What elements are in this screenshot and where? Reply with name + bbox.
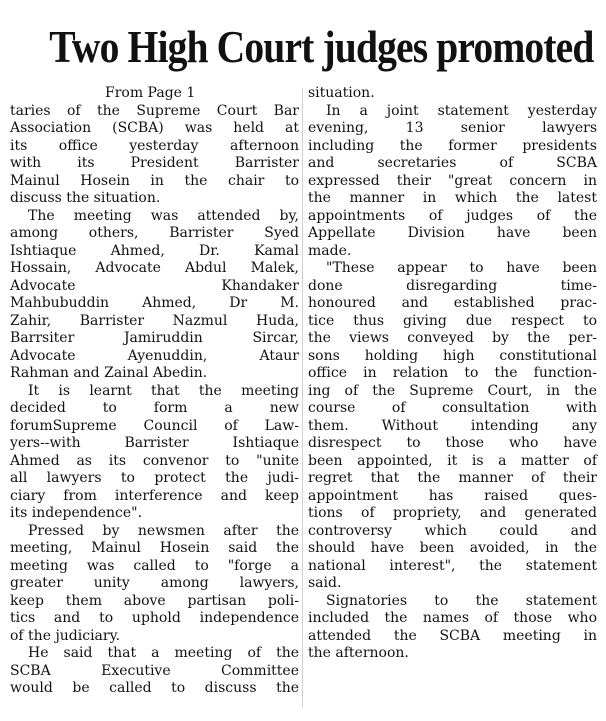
text-line: them. Without intending any — [308, 417, 597, 434]
text-line: would be called to discuss the — [10, 680, 299, 696]
text-line: of the judiciary. — [10, 627, 121, 644]
text-line: greater unity among lawyers, — [10, 575, 299, 591]
text-line: Hossain, Advocate Abdul Malek, — [10, 260, 299, 276]
text-line: situation. — [308, 85, 375, 101]
text-line: the afternoon. — [308, 645, 409, 661]
text-line: been appointed, it is a matter of — [308, 452, 597, 469]
text-line: Appellate Division have been — [308, 225, 597, 241]
text-line: done disregarding time- — [308, 277, 597, 294]
text-line: Advocate Khandaker — [10, 277, 299, 294]
text-line: appointment has raised ques- — [308, 487, 597, 504]
text-line: The meeting was attended by, — [28, 207, 299, 224]
article-column-right — [308, 85, 597, 663]
text-line: the manner in which the latest — [308, 190, 597, 206]
text-line: keep them above partisan poli- — [10, 592, 299, 609]
text-line: He said that a meeting of the — [28, 645, 299, 661]
text-line: Ishtiaque Ahmed, Dr. Kamal — [10, 242, 299, 259]
text-line: appointments of judges of the — [308, 207, 597, 224]
text-line: the views conveyed by the per- — [308, 330, 597, 346]
text-line: decided to form a new — [10, 400, 299, 416]
text-line: Mahbubuddin Ahmed, Dr M. — [10, 295, 299, 311]
text-line: regret that the manner of their — [308, 470, 597, 486]
text-line: SCBA Executive Committee — [10, 662, 299, 679]
text-line: said. — [308, 575, 342, 591]
text-line: should have been avoided, in the — [308, 540, 597, 556]
text-line: all lawyers to protect the judi- — [10, 470, 299, 486]
text-line: and secretaries of SCBA — [308, 155, 597, 171]
headline: Two High Court judges promoted — [49, 21, 594, 72]
text-line: sons holding high constitutional — [308, 347, 597, 364]
text-line: including the former presidents — [308, 137, 597, 154]
text-line: It is learnt that the meeting — [28, 382, 299, 399]
text-line: meeting, Mainul Hosein said the — [10, 540, 299, 556]
text-line: yers--with Barrister Ishtiaque — [10, 435, 299, 451]
text-line: made. — [308, 242, 352, 259]
text-line: honoured and established prac- — [308, 295, 597, 311]
text-line: ing of the Supreme Court, in the — [308, 382, 597, 399]
text-line: its office yesterday afternoon — [10, 137, 299, 154]
text-line: Advocate Ayenuddin, Ataur — [10, 347, 299, 364]
text-line: discuss the situation. — [10, 190, 161, 206]
text-line: tics and to uphold independence — [10, 610, 299, 626]
article-column-left — [10, 85, 299, 698]
text-line: attended the SCBA meeting in — [308, 627, 597, 644]
dateline: From Page 1 — [105, 85, 196, 101]
text-line: Association (SCBA) was held at — [10, 120, 299, 136]
text-line: In a joint statement yesterday — [326, 102, 597, 119]
text-line: ciary from interference and keep — [10, 487, 299, 504]
text-line: controversy which could and — [308, 522, 597, 539]
text-line: Mainul Hosein in the chair to — [10, 172, 299, 189]
text-line: Barrsiter Jamiruddin Sircar, — [10, 330, 299, 346]
text-line: evening, 13 senior lawyers — [308, 120, 597, 136]
text-line: "These appear to have been — [326, 260, 597, 276]
text-line: tions of propriety, and generated — [308, 505, 597, 521]
text-line: course of consultation with — [308, 400, 597, 416]
text-line: expressed their "great concern in — [308, 172, 597, 189]
text-line: Rahman and Zainal Abedin. — [10, 365, 208, 381]
text-line: disrespect to those who have — [308, 435, 597, 451]
text-line: Ahmed as its convenor to "unite — [10, 452, 299, 469]
text-line: national interest", the statement — [308, 557, 597, 574]
text-line: with its President Barrister — [10, 155, 299, 171]
column-divider — [302, 88, 303, 708]
text-line: Zahir, Barrister Nazmul Huda, — [10, 312, 299, 329]
text-line: Signatories to the statement — [326, 592, 597, 609]
text-line: its independence". — [10, 505, 143, 521]
text-line: among others, Barrister Syed — [10, 225, 299, 241]
text-line: taries of the Supreme Court Bar — [10, 102, 299, 119]
text-line: meeting was called to "forge a — [10, 557, 299, 574]
text-line: forumSupreme Council of Law- — [10, 417, 299, 434]
text-line: included the names of those who — [308, 610, 597, 626]
text-line: tice thus giving due respect to — [308, 312, 597, 329]
text-line: office in relation to the function- — [308, 365, 597, 381]
text-line: Pressed by newsmen after the — [28, 522, 299, 539]
